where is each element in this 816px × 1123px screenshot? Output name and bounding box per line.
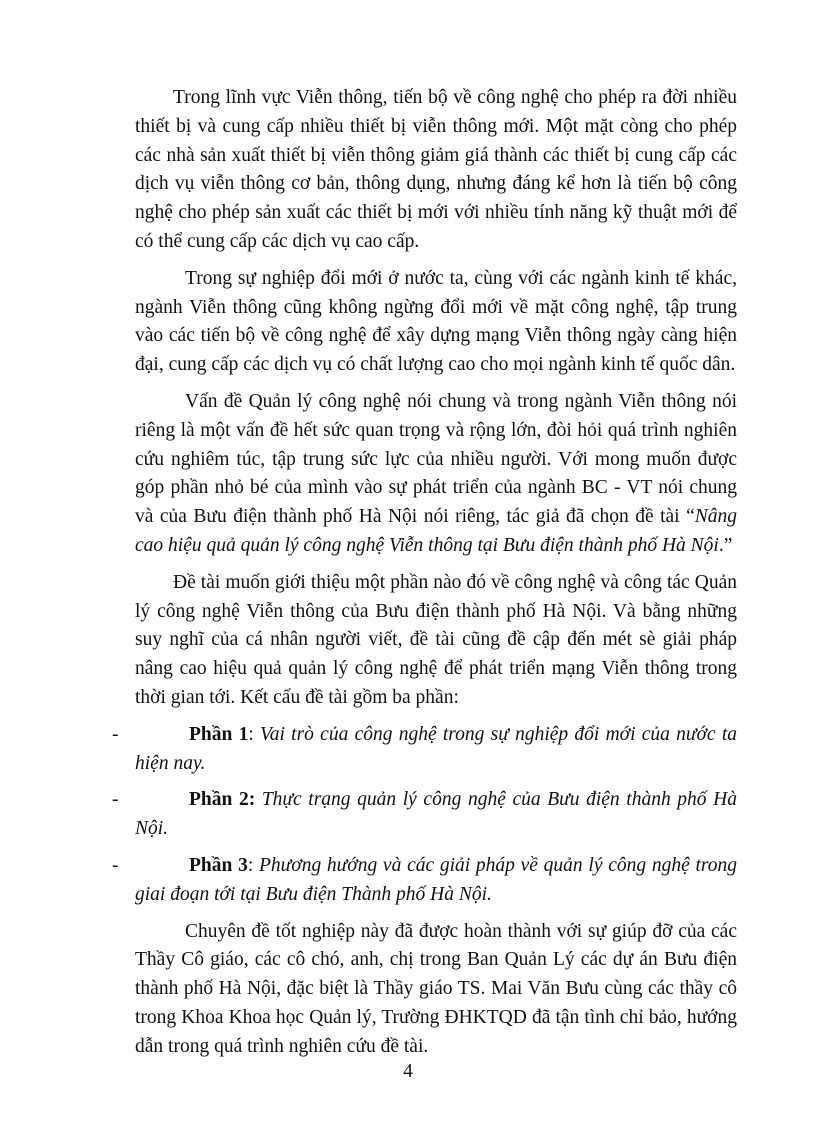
part-description: Thực trạng quản lý công nghệ của Bưu điện thành phố Hà Nội. — [135, 789, 737, 840]
part-label: Phần 1 — [189, 723, 249, 745]
list-dash: - — [112, 723, 119, 745]
paragraph-renovation: Trong sự nghiệp đổi mới ở nước ta, cùng với các ngành kinh tế khác, ngành Viễn thông cũng không ngừng đổi mới về mặt công nghệ, tập trung vào các tiến bộ về công nghệ để xây dựng mạng Viễn thông ngày càng hiện đại, cung cấp các dịch vụ có chất lượng cao cho mọi ngành kinh tế quốc dân. — [135, 267, 737, 376]
list-dash: - — [112, 854, 119, 876]
part-separator: : — [248, 723, 261, 745]
list-dash: - — [112, 789, 119, 811]
paragraph-telecom-progress: Trong lĩnh vực Viễn thông, tiến bộ về công nghệ cho phép ra đời nhiều thiết bị và cung cấp nhiều thiết bị viễn thông mới. Một mặt còng cho phép các nhà sản xuất thiết bị viễn thông giảm giá thành các thiết bị cung cấp các dịch vụ viễn thông cơ bản, thông dụng, nhưng đáng kể hơn là tiến bộ công nghệ cho phép sản xuất các thiết bị mới với nhiều tính năng kỹ thuật mới để có thể cung cấp các dịch vụ cao cấp. — [135, 87, 737, 252]
page-body — [112, 84, 737, 1070]
page-number: 4 — [403, 1061, 413, 1082]
list-item-part-3 — [112, 852, 737, 910]
part-description: Phương hướng và các giải pháp về quản lý công nghệ trong giai đoạn tới tại Bưu điện Thành phố Hà Nội. — [135, 854, 737, 905]
list-item-part-2 — [112, 786, 737, 844]
part-separator — [255, 789, 262, 810]
thesis-title: Nâng cao hiệu quả quản lý công nghệ Viễn thông tại Bưu điện thành phố Hà Nội — [135, 506, 737, 556]
list-item-part-1 — [112, 721, 737, 779]
paragraph-structure-intro: Đề tài muốn giới thiệu một phần nào đó về công nghệ và công tác Quản lý công nghệ Viễn thông của Bưu điện thành phố Hà Nội. Và bằng những suy nghĩ của cá nhân người viết, đề tài cũng đề cập đến mét sè giải pháp nâng cao hiệu quả quản lý công nghệ để phát triển mạng Viễn thông trong thời gian tới. Kết cấu đề tài gồm ba phần: — [135, 571, 737, 708]
paragraph-topic-selection — [135, 388, 737, 561]
topic-intro-text: Vấn đề Quản lý công nghệ nói chung và trong ngành Viễn thông nói riêng là một vấn đề hết sức quan trọng và rộng lớn, đòi hỏi quá trình nghiên cứu nghiêm túc, tập trung sức lực của nhiều người. Với mong muốn được góp phần nhỏ bé của mình vào sự phát triển của ngành BC - VT nói chung và của Bưu điện thành phố Hà Nội nói riêng, tác giả đã chọn đề tài “ — [135, 390, 737, 528]
topic-closing-quote: .” — [718, 534, 733, 556]
paragraph-acknowledgement: Chuyên đề tốt nghiệp này đã được hoàn thành với sự giúp đỡ của các Thầy Cô giáo, các cô chó, anh, chị trong Ban Quản Lý các dự án Bưu điện thành phố Hà Nội, đặc biệt là Thầy giáo TS. Mai Văn Bưu cùng các thầy cô trong Khoa Khoa học Quản lý, Trường ĐHKTQD đã tận tình chỉ bảo, hướng dẫn trong quá trình nghiên cứu đề tài. — [135, 920, 737, 1057]
part-description: Vai trò của công nghệ trong sự nghiệp đổi mới của nước ta hiện nay. — [135, 723, 737, 774]
part-label: Phần 3 — [189, 854, 248, 876]
part-separator: : — [247, 854, 259, 876]
part-label: Phần 2: — [189, 789, 256, 811]
